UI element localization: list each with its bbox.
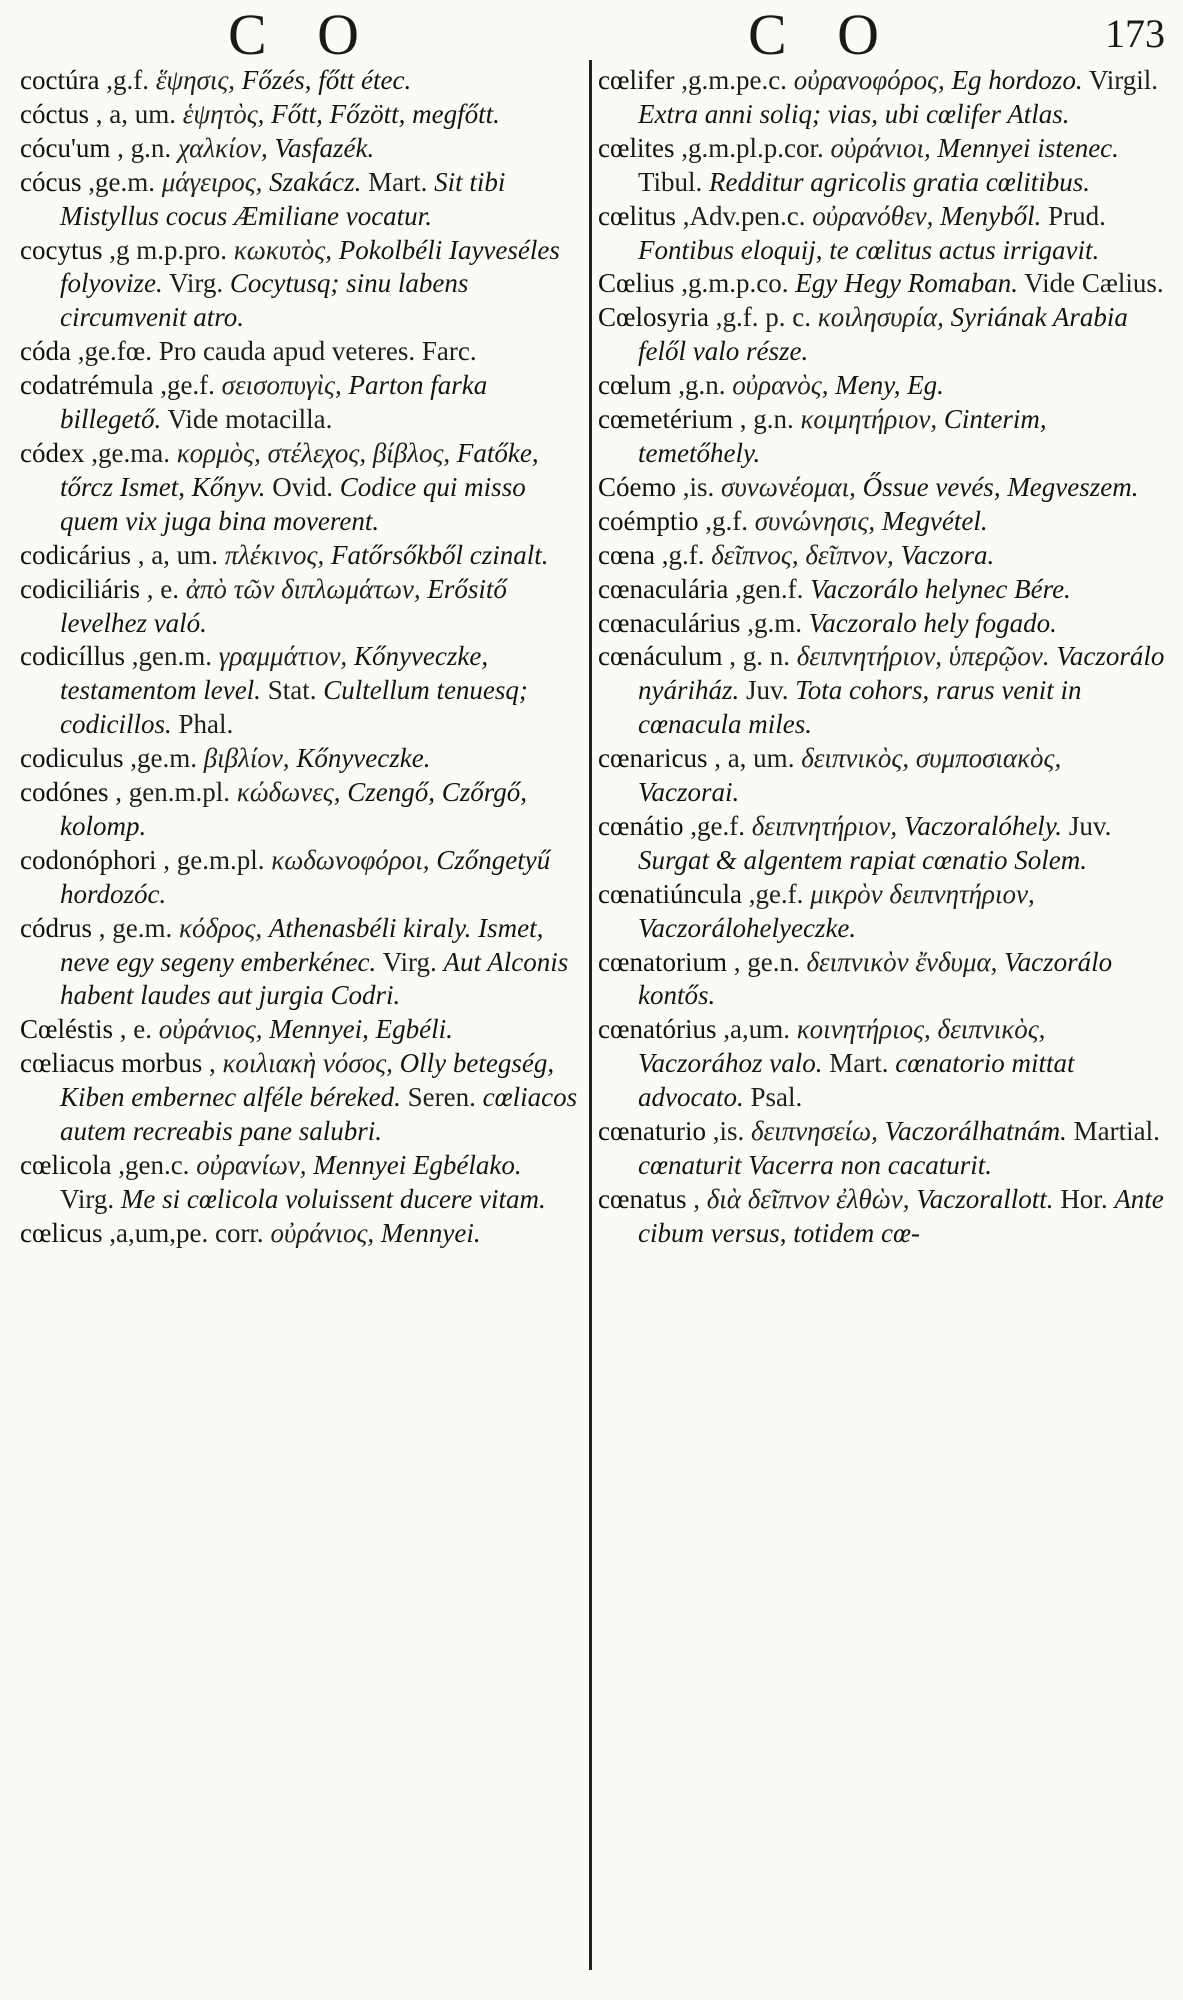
greek-equivalent: κώδωνες, xyxy=(236,777,341,808)
headword: cócu'um xyxy=(20,132,111,163)
grammar-note: , g.n. xyxy=(739,404,794,435)
hungarian-gloss: Menyből. xyxy=(940,200,1042,231)
dictionary-entry xyxy=(20,640,582,742)
quotation: Cocytusq; sinu labens circumvenit atro. xyxy=(60,268,469,333)
grammar-note: ,ge.m. xyxy=(88,166,155,197)
headword: coctúra xyxy=(20,65,100,95)
dictionary-entry xyxy=(598,573,1168,607)
grammar-note: , a, um. xyxy=(95,98,176,129)
dictionary-entry xyxy=(20,1047,582,1149)
greek-equivalent: διὰ δεῖπνον ἐλθὼν, xyxy=(706,1183,910,1214)
greek-equivalent: μάγειρος, xyxy=(161,166,263,197)
greek-equivalent: δειπνικὸν ἔνδυμα, xyxy=(806,946,998,977)
headword: codicárius xyxy=(20,539,131,570)
hungarian-gloss: Vaczorálo nyáriház. xyxy=(638,641,1165,706)
hungarian-gloss: Főtt, Főzött, megfőtt. xyxy=(271,98,500,129)
grammar-note: , xyxy=(693,1183,700,1214)
headword: cœliacus morbus xyxy=(20,1048,203,1079)
dictionary-entry xyxy=(598,539,1168,573)
dictionary-entry xyxy=(20,539,582,573)
greek-equivalent: κόδρος, xyxy=(178,912,263,943)
greek-equivalent: κοιμητήριον, xyxy=(800,404,938,435)
grammar-note: ,ge.f. xyxy=(748,878,804,909)
dictionary-entry xyxy=(598,301,1168,369)
grammar-note: , ge.n. xyxy=(733,946,800,977)
headword: codatrémula xyxy=(20,370,154,401)
hungarian-gloss: Főzés, főtt étec. xyxy=(241,65,412,95)
greek-equivalent: πλέκινος, xyxy=(224,539,325,570)
headword: cócus xyxy=(20,166,82,197)
headword: cocytus xyxy=(20,234,103,265)
headword: cœlifer xyxy=(598,65,675,95)
hungarian-gloss: Czőngetyű hordozóc. xyxy=(60,844,551,909)
greek-equivalent: δεῖπνος, δεῖπνον, xyxy=(711,539,894,570)
grammar-note: ,Adv.pen.c. xyxy=(682,200,806,231)
dictionary-entry xyxy=(20,573,582,641)
greek-equivalent: γραμμάτιον, xyxy=(218,641,348,672)
dictionary-entry xyxy=(598,607,1168,641)
grammar-note: ,g.m. xyxy=(747,607,802,638)
greek-equivalent: ἑψητὸς, xyxy=(182,98,265,129)
citation-source: Juv. xyxy=(746,675,789,706)
headword: cœnaturio xyxy=(598,1116,706,1147)
greek-equivalent: δειπνικὸς, συμποσιακὸς, xyxy=(801,743,1062,774)
hungarian-gloss: Syriának Arabia felől valo része. xyxy=(638,302,1128,367)
dictionary-entry xyxy=(20,844,582,912)
headword: cœnatórius xyxy=(598,1014,717,1045)
dictionary-entry xyxy=(20,166,582,234)
headword: cœlitus xyxy=(598,200,676,231)
greek-equivalent: οὐράνιοι, xyxy=(830,132,931,163)
hungarian-gloss: Vaczorálo kontős. xyxy=(638,946,1113,1011)
dictionary-entry xyxy=(598,1013,1168,1115)
headword: cœnaculárius xyxy=(598,607,741,638)
grammar-note: ,g.f. xyxy=(106,65,149,95)
grammar-note: , e. xyxy=(119,1014,152,1045)
quotation: cœnaturit Vacerra non cacaturit. xyxy=(638,1150,992,1180)
page-number: 173 xyxy=(1105,11,1165,56)
grammar-note: ,g.f. xyxy=(705,505,748,536)
dictionary-entry xyxy=(20,1149,582,1217)
grammar-note: , ge.m. xyxy=(98,912,173,943)
dictionary-entry xyxy=(20,234,582,336)
hungarian-gloss: Vaczoralo hely fogado. xyxy=(808,607,1057,638)
dictionary-entry xyxy=(598,1183,1168,1251)
greek-equivalent: οὐρανοφόρος, xyxy=(793,65,945,95)
dictionary-entry xyxy=(20,742,582,776)
hungarian-gloss: Mennyei. xyxy=(380,1217,481,1248)
dictionary-entry xyxy=(20,98,582,132)
greek-equivalent: οὐράνιος, xyxy=(270,1217,375,1248)
citation-source: Vide Cælius. xyxy=(1024,268,1164,299)
headword: cœmetérium xyxy=(598,404,733,435)
hungarian-gloss: Kőnyveczke, testamentom level. xyxy=(60,641,489,706)
running-head-right: C O xyxy=(748,2,898,67)
dictionary-entry xyxy=(20,437,582,539)
citation-source: Juv. xyxy=(1068,810,1112,841)
headword: cœnatorium xyxy=(598,946,727,977)
citation-source: Farc. xyxy=(421,336,477,367)
grammar-note: ,a,um,pe. corr. xyxy=(109,1217,264,1248)
headword: codonóphori xyxy=(20,844,157,875)
dictionary-entry xyxy=(598,471,1168,505)
left-column xyxy=(20,64,582,1251)
grammar-note: , a, um. xyxy=(714,743,795,774)
headword: coémptio xyxy=(598,505,699,536)
hungarian-gloss: Kőnyveczke. xyxy=(296,743,431,774)
hungarian-gloss: Vaczorához valo. xyxy=(638,1048,823,1079)
greek-equivalent: δειπνησείω, xyxy=(750,1116,878,1147)
greek-equivalent: δειπνητήριον, ὑπερῷον. xyxy=(796,641,1050,672)
grammar-note: ,g.n. xyxy=(678,370,726,401)
greek-equivalent: σεισοπυγὶς, xyxy=(221,370,342,401)
citation-source: Hor. xyxy=(1060,1183,1108,1214)
citation-source: Vide motacilla. xyxy=(167,404,333,435)
greek-equivalent: κοιλιακὴ νόσος, xyxy=(222,1048,393,1079)
grammar-note: ,ge.f. xyxy=(690,810,745,841)
greek-equivalent: κοινητήριος, δειπνικὸς, xyxy=(796,1014,1046,1045)
quotation: Redditur agricolis gratia cœlitibus. xyxy=(709,166,1091,197)
grammar-note: ,g.f. p. c. xyxy=(715,302,811,333)
dictionary-entry xyxy=(20,1013,582,1047)
hungarian-gloss: Vaczoralóhely. xyxy=(903,810,1063,841)
greek-equivalent: οὐρανίων, xyxy=(196,1150,307,1180)
hungarian-gloss: Vasfazék. xyxy=(274,132,375,163)
citation-source: Tibul. xyxy=(638,166,703,197)
headword: códex xyxy=(20,437,85,468)
grammar-note: ,is. xyxy=(712,1116,745,1147)
hungarian-gloss: Vaczorallott. xyxy=(916,1183,1054,1214)
dictionary-entry xyxy=(598,810,1168,878)
grammar-note: ,ge.f. xyxy=(160,370,215,401)
greek-equivalent: συνωνέομαι, xyxy=(721,471,856,502)
headword: Cóemo xyxy=(598,471,676,502)
dictionary-entry xyxy=(598,742,1168,810)
citation-source: Phal. xyxy=(178,709,234,740)
hungarian-gloss: Olly betegség, Kiben embernec alféle béreked. xyxy=(60,1048,555,1113)
grammar-note: , g.n. xyxy=(117,132,172,163)
headword: cœna xyxy=(598,539,655,570)
dictionary-entry xyxy=(20,1217,582,1251)
quotation: cœnatorio mittat advocato. xyxy=(638,1048,1075,1113)
grammar-note: ,g.m.p.co. xyxy=(681,268,789,299)
grammar-note: ,g.m.pl.p.cor. xyxy=(681,132,824,163)
headword: cóctus xyxy=(20,98,89,129)
dictionary-entry xyxy=(598,267,1168,301)
citation-source: Ovid. xyxy=(272,471,333,502)
hungarian-gloss: Vaczorálhatnám. xyxy=(884,1116,1067,1147)
grammar-note: ,ge.ma. xyxy=(91,437,170,468)
dictionary-entry xyxy=(598,878,1168,946)
quotation: Aut Alconis habent laudes aut jurgia Codri. xyxy=(60,946,569,1011)
greek-equivalent: χαλκίον, xyxy=(177,132,268,163)
grammar-note: ,ge.fœ. Pro cauda apud veteres. xyxy=(77,336,416,367)
quotation: Tota cohors, rarus venit in cœnacula miles. xyxy=(638,675,1082,740)
hungarian-gloss: Vaczorálo helynec Bére. xyxy=(810,573,1071,604)
grammar-note: , gen.m.pl. xyxy=(115,777,230,808)
citation-source: Mart. xyxy=(368,166,428,197)
greek-equivalent: βιβλίον, xyxy=(203,743,290,774)
hungarian-gloss: Vaczora. xyxy=(900,539,995,570)
headword: codicíllus xyxy=(20,641,125,672)
citation-source: Virg. xyxy=(168,268,224,299)
hungarian-gloss: Őssue vevés, Megveszem. xyxy=(862,471,1139,502)
greek-equivalent: μικρὸν δειπνητήριον, xyxy=(810,878,1035,909)
headword: códa xyxy=(20,336,71,367)
hungarian-gloss: Fatőrsőkből czinalt. xyxy=(330,539,549,570)
column-divider xyxy=(589,60,592,1970)
citation-source: Stat. xyxy=(267,675,317,706)
hungarian-gloss: Mennyei, Egbéli. xyxy=(269,1014,453,1045)
greek-equivalent: ἀπὸ τῶν διπλωμάτων, xyxy=(185,573,421,604)
dictionary-entry xyxy=(598,1115,1168,1183)
dictionary-entry xyxy=(598,505,1168,539)
quotation: Cultellum tenuesq; codicillos. xyxy=(60,675,528,740)
quotation: Fontibus eloquij, te cœlitus actus irrigavit. xyxy=(638,234,1100,265)
citation-source: Virg. xyxy=(382,946,437,977)
citation-source: Mart. xyxy=(829,1048,889,1079)
hungarian-gloss: Vaczorai. xyxy=(638,777,740,808)
dictionary-entry xyxy=(598,132,1168,200)
dictionary-entry xyxy=(20,64,582,98)
dictionary-entry xyxy=(20,912,582,1014)
grammar-note: , xyxy=(208,1048,216,1079)
hungarian-gloss: Erősitő levelhez való. xyxy=(60,573,507,638)
grammar-note: ,gen.m. xyxy=(131,641,212,672)
headword: cœnatiúncula xyxy=(598,878,742,909)
headword: cœlicus xyxy=(20,1217,103,1248)
headword: Cœléstis xyxy=(20,1014,114,1045)
headword: cœnaricus xyxy=(598,743,708,774)
headword: cœlicola xyxy=(20,1150,112,1180)
grammar-note: ,gen.c. xyxy=(118,1150,190,1180)
citation-source: Psal. xyxy=(750,1082,803,1113)
running-head-left: C O xyxy=(228,2,378,67)
quotation: Me si cœlicola voluissent ducere vitam. xyxy=(120,1183,546,1214)
hungarian-gloss: Pokolbéli Iayveséles folyovize. xyxy=(60,234,560,299)
headword: Cœlius xyxy=(598,268,675,299)
headword: cœlum xyxy=(598,370,672,401)
grammar-note: , g. n. xyxy=(729,641,790,672)
right-column xyxy=(598,64,1168,1251)
grammar-note: , ge.m.pl. xyxy=(163,844,265,875)
headword: cœnátio xyxy=(598,810,684,841)
citation-source: Virgil. xyxy=(1088,65,1158,95)
hungarian-gloss: Athenasbéli kiraly. Ismet, neve egy segeny emberkénec. xyxy=(60,912,544,977)
citation-source: Seren. xyxy=(407,1082,476,1113)
hungarian-gloss: Mennyei Egbélako. xyxy=(313,1150,522,1180)
hungarian-gloss: Mennyei istenec. xyxy=(937,132,1119,163)
headword: códrus xyxy=(20,912,92,943)
grammar-note: ,g.f. xyxy=(661,539,705,570)
greek-equivalent: ἕψησις, xyxy=(155,65,236,95)
headword: codónes xyxy=(20,777,109,808)
grammar-note: ,ge.m. xyxy=(130,743,197,774)
dictionary-entry xyxy=(598,946,1168,1014)
hungarian-gloss: Parton farka billegető. xyxy=(60,370,488,435)
headword: cœnaculária xyxy=(598,573,729,604)
citation-source: Virg. xyxy=(60,1183,115,1214)
grammar-note: , e. xyxy=(146,573,179,604)
quotation: Ante cibum versus, totidem cœ- xyxy=(638,1183,1164,1248)
quotation: Codice qui misso quem vix juga bina moverent. xyxy=(60,471,526,536)
grammar-note: ,gen.f. xyxy=(735,573,804,604)
headword: Cœlosyria xyxy=(598,302,709,333)
hungarian-gloss: Eg hordozo. xyxy=(951,65,1083,95)
hungarian-gloss: Vaczorálohelyeczke. xyxy=(638,912,857,943)
hungarian-gloss: Czengő, Czőrgő, kolomp. xyxy=(60,777,528,841)
quotation: Surgat & algentem rapiat cœnatio Solem. xyxy=(638,844,1087,875)
greek-equivalent: οὐράνιος, xyxy=(158,1014,263,1045)
quotation: Sit tibi Mistyllus cocus Æmiliane vocatur. xyxy=(60,166,506,231)
headword: codiculus xyxy=(20,743,124,774)
grammar-note: ,g m.p.pro. xyxy=(109,234,227,265)
dictionary-entry xyxy=(598,200,1168,268)
greek-equivalent: κωκυτὸς, xyxy=(233,234,332,265)
dictionary-entry xyxy=(20,776,582,844)
grammar-note: , a, um. xyxy=(137,539,218,570)
dictionary-entry xyxy=(20,335,582,369)
greek-equivalent: δειπνητήριον, xyxy=(751,810,898,841)
citation-source: Prud. xyxy=(1048,200,1106,231)
quotation: cœliacos autem recreabis pane salubri. xyxy=(60,1082,578,1147)
dictionary-entry xyxy=(20,369,582,437)
dictionary-entry xyxy=(598,64,1168,132)
greek-equivalent: κωδωνοφόροι, xyxy=(271,844,430,875)
hungarian-gloss: Szakácz. xyxy=(269,166,362,197)
hungarian-gloss: Egy Hegy Romaban. xyxy=(795,268,1018,299)
hungarian-gloss: Meny, Eg. xyxy=(835,370,944,401)
greek-equivalent: κορμὸς, στέλεχος, βίβλος, xyxy=(176,437,451,468)
headword: codiciliáris xyxy=(20,573,140,604)
greek-equivalent: οὐρανὸς, xyxy=(732,370,829,401)
dictionary-entry xyxy=(598,369,1168,403)
grammar-note: ,g.m.pe.c. xyxy=(681,65,787,95)
hungarian-gloss: Fatőke, tőrcz Ismet, Kőnyv. xyxy=(60,437,539,502)
dictionary-entry xyxy=(20,132,582,166)
greek-equivalent: οὐρανόθεν, xyxy=(812,200,934,231)
hungarian-gloss: Megvétel. xyxy=(881,505,988,536)
greek-equivalent: κοιλησυρία, xyxy=(817,302,944,333)
headword: cœlites xyxy=(598,132,675,163)
headword: cœnatus xyxy=(598,1183,687,1214)
quotation: Extra anni soliq; vias, ubi cœlifer Atlas. xyxy=(638,98,1070,129)
grammar-note: ,is. xyxy=(682,471,715,502)
citation-source: Martial. xyxy=(1073,1116,1160,1147)
greek-equivalent: συνώνησις, xyxy=(754,505,876,536)
dictionary-entry xyxy=(598,640,1168,742)
grammar-note: ,a,um. xyxy=(723,1014,790,1045)
headword: cœnáculum xyxy=(598,641,723,672)
dictionary-entry xyxy=(598,403,1168,471)
hungarian-gloss: Cinterim, temetőhely. xyxy=(638,404,1047,468)
